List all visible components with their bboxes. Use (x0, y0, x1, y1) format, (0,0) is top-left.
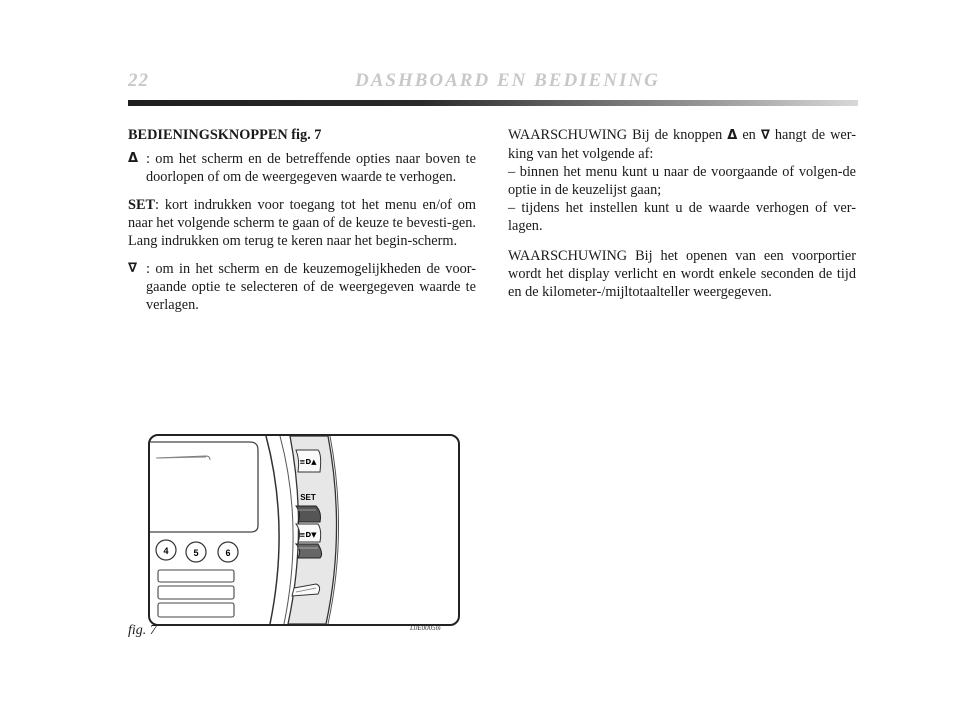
set-button-description (128, 196, 476, 250)
controls-heading: BEDIENINGSKNOPPEN fig. 7 (128, 127, 322, 143)
slot-3 (158, 603, 234, 617)
left-column (128, 126, 476, 324)
button-4-label: 4 (163, 546, 169, 556)
down-triangle-icon: ∇ (128, 261, 138, 276)
figure-code: L0E0005m (410, 624, 441, 632)
lower-button-shape (296, 544, 322, 558)
button-6-label: 6 (225, 548, 231, 558)
set-button-shape (296, 506, 321, 522)
bezel-curve (266, 436, 279, 624)
warning-buttons (508, 126, 856, 163)
set-text: : kort indrukken voor toegang tot het menu en/of om naar het volgende scherm te gaan of de keuze te bevesti-gen. Lang indrukken om terug te keren naar het begin-scherm. (128, 197, 476, 249)
warning-middle: en (742, 127, 756, 143)
section-title: DASHBOARD EN BEDIENING (355, 70, 660, 91)
slot-2 (158, 586, 234, 599)
dash-item-setting: – tijdens het instellen kunt u de waarde verhogen of ver-lagen. (508, 200, 856, 234)
right-column (508, 126, 856, 311)
figure-frame (148, 434, 460, 626)
down-button-label: ≡D▼ (299, 531, 317, 539)
warning-door: WAARSCHUWING Bij het openen van een voorportier wordt het display verlicht en wordt enkele seconden de tijd en de kilometer-/mijltotaalteller weergegeven. (508, 248, 856, 300)
set-key: SET (128, 197, 156, 213)
page-number: 22 (128, 70, 149, 91)
up-triangle-icon: Δ (727, 128, 738, 143)
dash-item-menu: – binnen het menu kunt u naar de voorgaande of volgen-de optie in de keuzelijst gaan; (508, 164, 856, 198)
down-text: : om in het scherm en de keuzemogelijkheden de voor-gaande optie te selecteren of de weergegeven waarde te verlagen. (146, 261, 476, 313)
button-5-label: 5 (193, 548, 199, 558)
dashboard-illustration (150, 436, 458, 624)
up-button-label: ≡D▲ (299, 458, 317, 466)
display-window (150, 442, 258, 532)
up-button-description (128, 150, 476, 186)
header-rule (128, 100, 858, 106)
warning-prefix: WAARSCHUWING Bij de knoppen (508, 127, 723, 143)
slot-1 (158, 570, 234, 582)
up-text: : om het scherm en de betreffende opties naar boven te doorlopen of om de weergegeven waarde te verhogen. (146, 151, 476, 185)
warning-suffix: hangt de wer-king van het volgende af: (508, 127, 856, 162)
down-triangle-icon: ∇ (760, 128, 770, 143)
down-button-description (128, 260, 476, 314)
figure-caption: fig. 7 (128, 623, 157, 638)
set-button-label: SET (300, 493, 316, 502)
up-triangle-icon: Δ (128, 151, 139, 166)
